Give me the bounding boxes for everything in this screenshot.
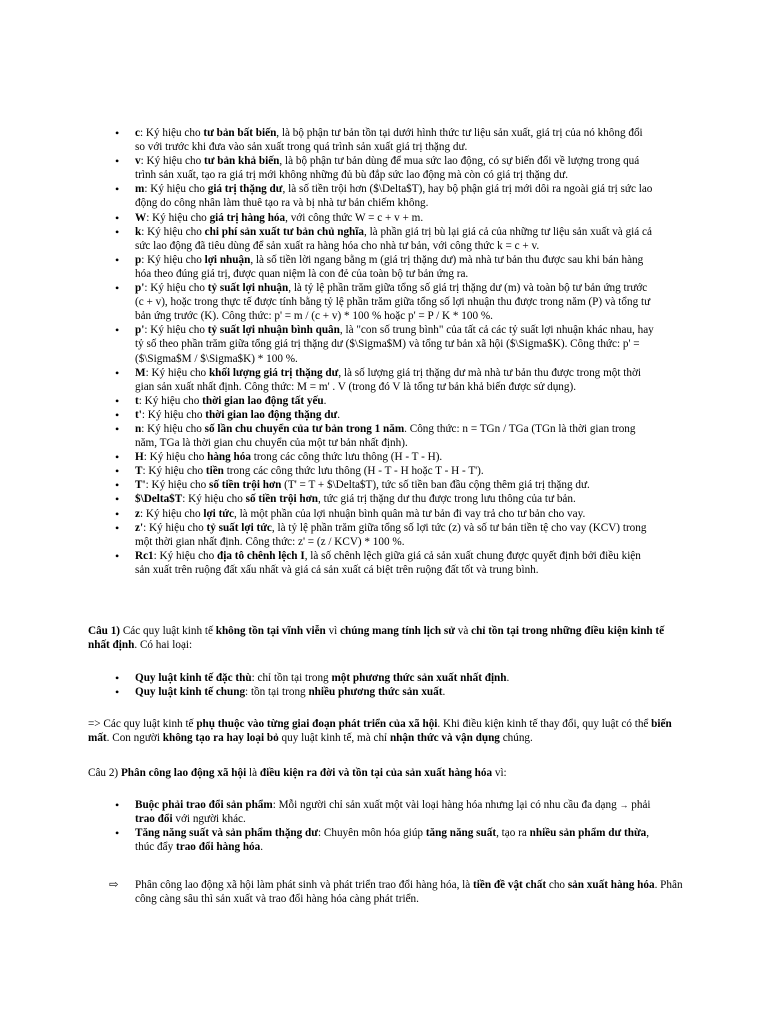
symbol: p' [135, 282, 145, 295]
law-types-list [115, 671, 655, 699]
text: , là số chênh lệch giữa giá cả sản xuất chung được quyết định bởi điều kiện sản xuất trên ruộng đất xấu nhất và giá cả sản xuất cá biệt trên ruộng đất tốt và trung bình. [135, 549, 641, 576]
list-item [115, 685, 655, 699]
text: , là tỷ lệ phần trăm giữa tổng số lợi tức (z) và số tư bản tiền tệ cho vay (KCV) trong một thời gian nhất định. Công thức: z' = (z / KCV) * 100 %. [135, 521, 647, 548]
text: => Các quy luật kinh tế [88, 718, 197, 730]
list-item [115, 450, 655, 464]
text: , là một phần của lợi nhuận bình quân mà tư bản đi vay trả cho tư bản cho vay. [233, 507, 586, 520]
list-item [115, 253, 655, 281]
emphasis: sản xuất hàng hóa [567, 879, 655, 891]
text: : Chuyên môn hóa giúp [317, 827, 426, 840]
text: , là tỷ lệ phần trăm giữa tổng số giá trị thặng dư (m) và toàn bộ tư bản ứng trước (c + v), hoặc trong thực tế được tính bằng tỷ lệ phần trăm giữa tổng số lợi nhuận thu được trong năm (P) và tổng tư bản ứng trước (K). Công thức: p' = m / (c + v) * 100 % hoặc p' = P / K * 100 %. [135, 282, 651, 323]
symbol: n [135, 422, 142, 435]
text: , tạo ra [496, 827, 530, 840]
list-item [115, 126, 655, 154]
text: trong các công thức lưu thông (H - T - H hoặc T - H - T'). [223, 465, 484, 478]
list-item [115, 211, 655, 225]
term: tỷ suất lợi nhuận bình quân [207, 324, 340, 337]
list-item [115, 225, 655, 253]
text: , là "con số trung bình" của tất cả các tỷ suất lợi nhuận khác nhau, hay tỷ số theo phần trăm giữa tổng giá trị thặng dư ($\Sigma$M) và tổng tư bản xã hội ($\Sigma$K). Công thức: p' = ($\Sigma$M / $\Sigma$K) * 100 %. [135, 324, 654, 365]
text: Các quy luật kinh tế [120, 625, 216, 637]
text: : Ký hiệu cho [144, 324, 208, 337]
term: thời gian lao động thặng dư [205, 408, 338, 421]
text: : Ký hiệu cho [144, 183, 208, 196]
emphasis: biến mất [88, 718, 672, 745]
list-item [115, 798, 655, 826]
symbol: W [135, 211, 147, 224]
list-item [115, 492, 655, 506]
symbol: z [135, 507, 140, 520]
text: , thúc đẩy [135, 827, 650, 854]
text: : Ký hiệu cho [182, 493, 246, 506]
symbol: m [135, 183, 145, 196]
text: : Ký hiệu cho [139, 127, 204, 139]
list-item [115, 154, 655, 182]
term: lợi tức [203, 507, 234, 520]
emphasis: nhiều sản phẩm dư thừa [529, 827, 647, 840]
term: tiền [205, 465, 224, 478]
text: : Ký hiệu cho [138, 394, 203, 407]
emphasis: phụ thuộc vào từng giai đoạn phát triển của xã hội [196, 718, 438, 730]
text: , là phần giá trị bù lại giá cả của những tư liệu sản xuất và giá cả sức lao động đã tiêu dùng để sản xuất ra hàng hóa cho nhà tư bản, với công thức k = c + v. [135, 225, 652, 252]
emphasis: chỉ tồn tại trong những điều kiện kinh tế nhất định [88, 625, 665, 652]
list-item [115, 394, 655, 408]
term: giá trị hàng hóa [209, 211, 286, 224]
symbol: M [135, 366, 146, 379]
text: là [246, 767, 260, 779]
text: : Ký hiệu cho [139, 507, 204, 520]
list-item [115, 408, 655, 422]
term: số tiền trội hơn [245, 493, 319, 506]
text: : Mỗi người chỉ sản xuất một vài loại hàng hóa nhưng lại có nhu cầu đa dạng [272, 799, 620, 811]
emphasis: trao đổi [135, 813, 173, 826]
emphasis: nhiều phương thức sản xuất [308, 686, 443, 699]
emphasis: Phân công lao động xã hội [120, 767, 247, 779]
question-2-paragraph [88, 766, 674, 780]
text: : Ký hiệu cho [141, 253, 205, 266]
text: : tồn tại trong [245, 686, 309, 699]
emphasis: chúng mang tính lịch sử [340, 625, 455, 637]
symbol: T' [135, 479, 146, 492]
text: . Con người [106, 732, 163, 745]
symbol: Rc1 [135, 549, 154, 562]
text: . [442, 686, 446, 699]
symbol: t' [135, 408, 142, 421]
text: với người khác. [172, 813, 246, 826]
symbol: $\Delta$T [135, 493, 183, 506]
emphasis: tăng năng suất [425, 827, 497, 840]
list-item [115, 507, 655, 521]
conclusion-2-paragraph [109, 878, 695, 906]
symbol: p' [135, 324, 145, 337]
text: , là số lượng giá trị thặng dư mà nhà tư bản thu được trong một thời gian sản xuất nhất định. Công thức: M = m' . V (trong đó V là tổng tư bản khả biến được sử dụng). [135, 366, 642, 393]
emphasis: nhận thức và vận dụng [389, 732, 500, 745]
list-item [115, 323, 655, 365]
question-label: Câu 2) [88, 767, 121, 779]
emphasis: tiền đề vật chất [473, 879, 547, 891]
text: , là số tiền trội hơn ($\Delta$T), hay bộ phận giá trị mới dôi ra ngoài giá trị sức lao động do công nhân làm thuê tạo ra và bị nhà tư bản chiếm không. [135, 183, 653, 210]
question-label: Câu 1) [88, 625, 121, 637]
emphasis: không tạo ra hay loại bỏ [162, 732, 279, 745]
text: . [323, 394, 327, 407]
symbol: c [135, 127, 140, 139]
text: chúng. [499, 732, 533, 745]
term: địa tô chênh lệch I [217, 549, 305, 562]
list-item [115, 826, 655, 854]
question-1-paragraph [88, 624, 674, 652]
term: tư bản bất biến [203, 127, 277, 139]
symbol: v [135, 155, 141, 168]
text: . [506, 672, 510, 684]
symbol: T [135, 465, 143, 478]
term: tỷ suất lợi nhuận [207, 282, 289, 295]
hollow-arrow-icon: ⇨ [109, 879, 119, 891]
emphasis: điều kiện ra đời và tồn tại của sản xuất hàng hóa [259, 767, 493, 779]
text: . Khi điều kiện kinh tế thay đổi, quy luật có thể [437, 718, 652, 730]
text: (T' = T + $\Delta$T), tức số tiền ban đầu cộng thêm giá trị thặng dư. [281, 479, 590, 492]
text: : Ký hiệu cho [142, 465, 206, 478]
term: Buộc phải trao đổi sản phẩm [135, 799, 273, 811]
list-item [115, 478, 655, 492]
term: tư bản khả biến [203, 155, 280, 168]
term: số tiền trội hơn [208, 479, 282, 492]
term: Tăng năng suất và sản phẩm thặng dư [135, 827, 318, 840]
text: . Phân công càng sâu thì sản xuất và trao đổi hàng hóa càng phát triển. [135, 879, 683, 906]
list-item [115, 549, 655, 577]
text: : Ký hiệu cho [141, 422, 205, 435]
text: , là bộ phận tư bản tồn tại dưới hình thức tư liệu sản xuất, giá trị của nó không đổi so với trước khi đưa vào sản xuất trong quá trình sản xuất giá trị thặng dư. [135, 127, 643, 154]
conclusion-1-paragraph [88, 717, 674, 745]
text: : Ký hiệu cho [144, 282, 208, 295]
term: tỷ suất lợi tức [206, 521, 272, 534]
reasons-list [115, 798, 655, 854]
text: trong các công thức lưu thông (H - T - H). [250, 451, 443, 464]
emphasis: trao đổi hàng hóa [176, 841, 261, 854]
term: lợi nhuận [204, 253, 251, 266]
text: : Ký hiệu cho [153, 549, 218, 562]
text: , là bộ phận tư bản dùng để mua sức lao động, có sự biến đổi về lượng trong quá trình sản xuất, tạo ra giá trị mới không những đủ bù đắp sức lao động mà còn có giá trị thặng dư. [135, 155, 640, 182]
text: phải [628, 799, 651, 811]
term: chi phí sản xuất tư bản chủ nghĩa [204, 225, 364, 238]
text: vì [325, 625, 341, 637]
text: : Ký hiệu cho [141, 408, 206, 421]
symbol: k [135, 225, 142, 238]
list-item [115, 464, 655, 478]
term: hàng hóa [207, 451, 251, 464]
text: : Ký hiệu cho [145, 479, 209, 492]
emphasis: không tồn tại vĩnh viễn [215, 625, 326, 637]
list-item [115, 182, 655, 210]
text: : Ký hiệu cho [141, 225, 205, 238]
symbol: p [135, 253, 142, 266]
text: , tức giá trị thặng dư thu được trong lưu thông của tư bản. [318, 493, 576, 506]
term: giá trị thặng dư [207, 183, 283, 196]
text: cho [546, 879, 568, 891]
text: vì: [492, 767, 507, 779]
arrow-right-icon: → [619, 800, 629, 810]
term: Quy luật kinh tế chung [135, 686, 246, 699]
text: : Ký hiệu cho [140, 155, 204, 168]
term: Quy luật kinh tế đặc thù [135, 672, 252, 684]
symbol: z' [135, 521, 144, 534]
list-item [115, 281, 655, 323]
symbol: H [135, 451, 144, 464]
definitions-list [115, 126, 655, 577]
text: . [337, 408, 341, 421]
text: . [260, 841, 264, 854]
list-item [115, 521, 655, 549]
text: : Ký hiệu cho [143, 451, 208, 464]
text: : Ký hiệu cho [143, 521, 207, 534]
term: thời gian lao động tất yếu [202, 394, 324, 407]
text: và [454, 625, 472, 637]
text: : Ký hiệu cho [146, 211, 210, 224]
text: , với công thức W = c + v + m. [285, 211, 424, 224]
text: . Công thức: n = TGn / TGa (TGn là thời gian trong năm, TGa là thời gian chu chuyển của một tư bản nhất định). [135, 422, 636, 450]
term: khối lượng giá trị thặng dư [208, 366, 339, 379]
emphasis: một phương thức sản xuất nhất định [331, 672, 507, 684]
list-item [115, 671, 655, 685]
text: : chỉ tồn tại trong [251, 672, 332, 684]
term: số lần chu chuyển của tư bản trong 1 năm [204, 422, 405, 435]
text: , là số tiền lời ngang bằng m (giá trị thặng dư) mà nhà tư bản thu được sau khi bán hàng hóa theo đúng giá trị, được quan niệm là con đẻ của toàn bộ tư bản ứng ra. [135, 253, 644, 280]
text: : Ký hiệu cho [145, 366, 209, 379]
symbol: t [135, 394, 139, 407]
list-item [115, 366, 655, 394]
list-item [115, 422, 655, 450]
text: Phân công lao động xã hội làm phát sinh và phát triển trao đổi hàng hóa, là [135, 879, 474, 891]
text: . Có hai loại: [134, 639, 193, 652]
text: quy luật kinh tế, mà chỉ [278, 732, 390, 745]
